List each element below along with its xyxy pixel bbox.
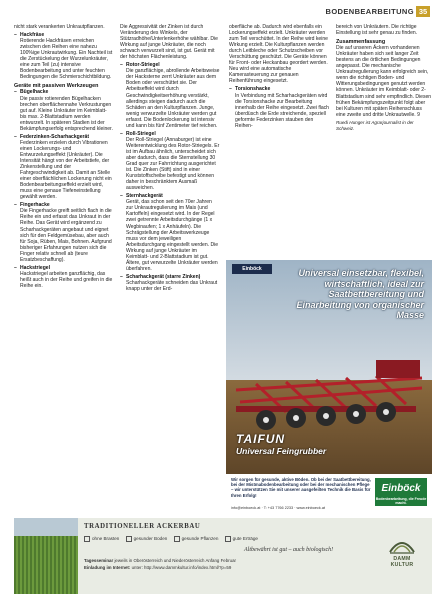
author-credit: Ruedi Hunger ist Agrarjournalist in der Schweiz.	[336, 119, 414, 131]
item-title-federzinken: – Federzinken-Scharhackgerät	[14, 133, 90, 140]
banner-motto: Altbewährt ist gut – auch biologisch!	[244, 547, 334, 553]
item-title-hackstriegel: – Hackstriegel	[14, 264, 51, 271]
seminar-info: Tagesseminar jeweils in Oberösterreich und Niederösterreich Anfang Februar	[84, 558, 236, 563]
item-title-roll-striegel: – Roll-Striegel	[120, 130, 156, 137]
dammkultur-banner[interactable]	[14, 518, 432, 594]
field-photo	[14, 518, 78, 594]
benefit-item: gute Erträge	[225, 536, 258, 542]
column-4	[336, 24, 432, 134]
item-body-torsionshacke: In Verbindung mit Scharhackgeräten wird die Torsionshacke zur Bearbeitung innerhalb der Reihe eingesetzt. Zwei flach überdüsch die Erde streichende, speziell geformte Federzinken stauben den Reihen-	[235, 92, 329, 129]
ad-slogan: Universal einsetzbar, flexibel, wirtschaftlich, ideal zur Saatbettbereitung und Einarbeitung von organischer Masse	[296, 268, 424, 320]
footnote-ref: 9	[417, 111, 420, 118]
item-body-federzinken: Federzinken erzielen durch Vibrationen einen Lockerungs- und Entwurzelungseffekt (Unkräuter). Die Intensität hängt von der Arbeitstiefe, der Zinkenstellung und der Fahrgeschwindigkeit ab. Damit an Stelle einer oberflächlichen Lockerung nicht ein Bodenbearbeitungseffekt erzielt wird, muss eine genaue Tiefeneinstellung gewählt werden.	[20, 139, 112, 201]
item-body-hackfraese: Rotierende Hackfräsen erreichen zwischen den Reihen eine nahezu 100%ige Unkrautwirkung. Ein Nachteil ist die Zerstückelung der Wurzelunkräuter, eine zum Teil (zu) intensive Bodenbearbeitung und unter feuchten Bedingungen die Schmierschichtbildung.	[20, 38, 113, 81]
item-body-hackstriegel: Hackstriegel arbeiten ganzflächig, das heißt auch in der Reihe und greifen in die Reihe ein.	[20, 270, 113, 289]
ad-contact[interactable]: info@einboeck.at · T: +43 7766 2233 · www.einboeck.at	[231, 506, 326, 510]
subheading-summary: Zusammenfassung	[336, 39, 386, 46]
paragraph: Die Aggressivität der Zinken ist durch Veränderung des Winkels, der Stützradhöhe/Unterlenkerhöhe wählbar. Die Wirkung auf junge Unkräuter, die noch schwach verwurzelt sind, ist gut. Gerät mit der höchsten Flächenleistung.	[120, 24, 218, 61]
benefit-item: ohne Brasten	[84, 536, 119, 542]
item-body-buegelhacke: Die passiv rotierenden Bügelhacken brechen oberflächennahe Verkrustungen gut auf. Kleine Unkräuter im Keimblatt- bis max. 2-Blattstadium werden entwurzelt. In späteren Stadien ist der Bekämpfungserfolg entsprechend kleiner.	[20, 95, 113, 132]
page-header	[0, 6, 444, 20]
paragraph: bereich von Unkräutern. Die richtige Einstellung ist sehr genau zu finden.	[336, 24, 418, 37]
item-body-scharhackgeraet: Scharhackgeräte schneiden das Unkraut knapp unter der Erd-	[126, 279, 218, 292]
ad-product	[236, 432, 326, 456]
column-3	[229, 24, 329, 131]
item-title-rotor-striegel: – Rotor-Striegel	[120, 62, 160, 69]
einboeck-logo: Einböck Bodenbearbeitung, die Freude macht.	[375, 478, 427, 506]
einboeck-advertisement[interactable]	[226, 260, 432, 516]
banner-benefits	[84, 536, 354, 542]
ad-body-text: Wir sorgen für gesunde, aktive Böden. Ob bei der Saatbettbereitung, bei der Mistmabodenbearbeitung oder bei der mechanischen Pflege – wir unterstützen Sie mit unserer ausgefeilten Technik die Basis für Ihren Erfolg!	[231, 477, 371, 498]
item-title-fingerhacke: – Fingerhacke	[14, 202, 50, 209]
checkbox-icon	[174, 536, 180, 542]
benefit-item: gesunder Boden	[126, 536, 168, 542]
item-body-fingerhacke: Die Fingerhacke greift seitlich flach in die Reihe ein und erfasst das Unkraut in der Reihe. Das Gerät wird ergänzend zu Scharhackgeräten angebaut und eignet sich für den Feldgemüsebau, aber auch für Soja, Rüben, Mais, Bohnen. Aufgrund bisheriger Erfahrungen nutzen sich die Finger relativ schnell ab (teure Ersatzbeschaffung).	[20, 208, 112, 263]
item-title-hackfraese: – Hackfräse	[14, 32, 45, 39]
item-title-torsionshacke: – Torsionshacke	[229, 86, 271, 93]
item-body-rotor-striegel: Die ganzflächige, abrollende Arbeitsweise der Hacksterne zerrt Unkräuter aus dem Boden oder verschüttet sie. Der Arbeitseffekt wird durch Geschwindigkeitserhöhung verstärkt, allerdings steigen dadurch auch die Schäden an den Kulturpflanzen. Junge, wenig verwurzelte Unkräuter werden gut erfasst. Die Bodenlockerung ist intensiv und kann bis fünf Zentimeter tief reichen.	[126, 68, 220, 129]
benefit-item: gesunde Pflanzen	[174, 536, 219, 542]
item-title-sternhackgeraet: – Sternhackgerät	[120, 193, 163, 200]
logo-tagline: Bodenbearbeitung, die Freude macht.	[375, 497, 427, 505]
ad-brand-badge: Einböck	[232, 264, 272, 274]
item-body-sternhackgeraet: Gerät, das schon seit den 70er Jahren zur Unkrautregulierung im Mais (und Kartoffeln) eingesetzt wird. In der Regel zwei getrennte Arbeitsdurchgänge (1 x Wegbinaufen; 1 x Anhäufeln). Die Schrägstellung der Arbeitswerkzeuge muss vor dem jeweiligen Arbeitsdurchgang eingestellt werden. Die Wirkung auf junge Unkräuter im Keimblatt- und 2-Blattstadium ist gut. Ältere, gut verwurzelte Unkräuter werden überfahren.	[126, 199, 219, 272]
dammkultur-logo: DAMM KULTUR	[382, 532, 422, 576]
page-number: 35	[416, 6, 430, 17]
item-title-buegelhacke: – Bügelhacke	[14, 89, 49, 96]
item-body-roll-striegel: Der Roll-Striegel (Annaburger) ist eine Weiterentwicklung des Rotor-Striegels. Er ist im Aufbau ähnlich, unterscheidet sich aber dadurch, dass die Sternstellung 30 Grad quer zur Fahrrichtung ausgerichtet ist. Die Zinken (Stift) sind in einer Kunststoffscheibe befestigt und können daher in beschränktem Ausmaß ausweichen.	[126, 136, 220, 192]
feingrubber-machine-illustration	[226, 320, 432, 440]
banner-title: TRADITIONELLER ACKERBAU	[84, 523, 201, 530]
column-2	[120, 24, 220, 294]
subheading-passive-tools: Geräte mit passiven Werkzeugen	[14, 83, 99, 90]
checkbox-icon	[225, 536, 231, 542]
ad-product-name: TAIFUN	[236, 432, 286, 446]
paragraph: nicht stark verankerten Unkrautpflanzen.	[14, 24, 105, 30]
column-1	[14, 24, 114, 291]
checkbox-icon	[84, 536, 90, 542]
checkbox-icon	[126, 536, 132, 542]
paragraph: oberfläche ab. Dadurch wird ebenfalls ein Lockerungseffekt erzielt. Unkräuter werden zum Teil verschüttet. In der Reihe wird keine Wirkung erzielt. Die Kulturpflanzen werden durch Leitbleche oder Schutzscheiben vor Verschüttung geschützt. Die Geräte können für Front- oder Heckanbau geordert werden. Neu wird eine automatische Kamerasteuerung zur genauen Reihenführung eingesetzt.	[229, 24, 328, 85]
invitation-link[interactable]: Einladung im Internet: unter: http://www.dammkultur.info/index.html/?p=59	[84, 565, 232, 570]
summary-text: Die auf unseren Äckern vorhandenen Unkräuter haben sich seit langer Zeit bestens an die örtlichen Bedingungen angepasst. Die mechanische Unkrautregulierung kann erfolgreich sein, wenn die richtigen Boden- und Witterungsbedingungen genutzt werden können. Unkräuter im Keimblatt- oder 2-Blattstadium sind sehr empfindlich. Diesen frühen Bekämpfungszeitpunkt folgt aber bei Kulturen mit späten Reihenschluss eine zweite und dritte Unkrautwelle. 9	[336, 45, 432, 118]
ad-product-subtitle: Universal Feingrubber	[236, 446, 327, 456]
field-photo-sky	[14, 518, 78, 536]
ad-footer	[226, 474, 432, 516]
item-title-scharhackgeraet: – Scharhackgerät (starre Zinken)	[120, 273, 201, 280]
dammkultur-mark-icon	[388, 532, 416, 556]
section-title: BODENBEARBEITUNG	[325, 7, 414, 16]
